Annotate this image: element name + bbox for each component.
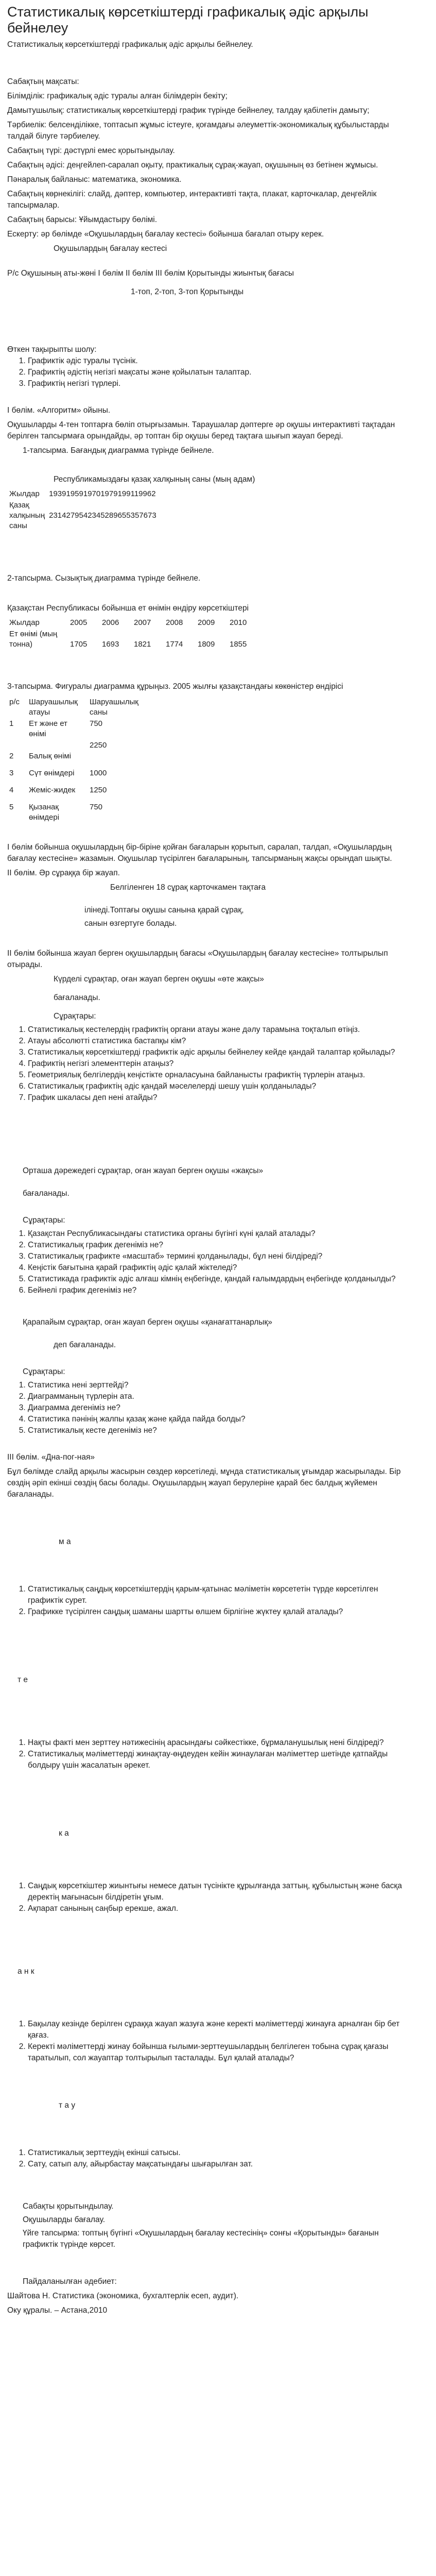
eval-table-header: Р/с Оқушының аты-жөні І бөлім ІІ бөлім ІІІ бөлім Қорытынды жиынтық бағасы <box>7 269 294 278</box>
part1-task: 1-тапсырма. Бағандық диаграмма түрінде бейнеле. <box>23 446 214 455</box>
table-cell: Қызанақ өнімдері <box>29 803 60 822</box>
lesson-reminder: Ескерту: әр бөлімде «Оқушылардың бағалау кестесі» бойынша бағалап отыру керек. <box>7 230 324 239</box>
list-item: 2. Сату, сатып алу, айырбастау мақсатындағы шығарылған зат. <box>28 2159 414 2170</box>
table-cell: 2008 <box>166 618 183 627</box>
puzzle-letters-4: а н к <box>18 1967 34 1976</box>
part1-text: Оқушыларды 4-тен топтарға бөліп отырғызамын. Тараушалар дәптерге әр оқушы интерактивті тақтадан берілген тапсырмаға орындайды, әр топтан бір оқушы беред тақтаға шығып жауап береді. <box>7 420 395 440</box>
table-cell: Балық өнімі <box>29 752 72 760</box>
list-item: 5. Геометриялық белгілердің кеңістікте орналасуына байланысты графиктің түрлерін атаңыз. <box>28 1070 414 1081</box>
table-label: Жылдар <box>9 618 40 627</box>
table-row <box>7 718 148 740</box>
table-row <box>7 740 148 762</box>
grading-label: Оқушыларды бағалау. <box>23 2215 105 2224</box>
review-heading: Өткен тақырыпты шолу: <box>7 345 97 354</box>
puzzle-list-2 <box>7 1737 414 1771</box>
list-item: 1. Бақылау кезінде берілген сұраққа жауап жазуға және керекті мәліметтерді жинауға арналған бір бет қағаз. <box>28 2019 414 2041</box>
list-item: 3. Статистикалық көрсеткіштерді графиктік әдіс арқылы бейнелеу кейде қандай талаптар қойылады? <box>28 1047 414 1058</box>
list-item: 4. Графиктің негізгі элементтерін атаңыз? <box>28 1058 414 1070</box>
list-item: 3. Статистикалық графикте «масштаб» термині қолданылады, бұл нені білдіреді? <box>28 1251 414 1262</box>
sources-label: Пайдаланылған әдебиет: <box>23 2277 117 2286</box>
list-item: 1. Статистикалық саңдық көрсеткіштердің қарым-қатынас мәліметін көрсететін түрде көрсетілген графиктік сурет. <box>28 1584 414 1606</box>
table-cell: 5 <box>9 803 14 811</box>
homework-text: Үйге тапсырма: топтың бүгінгі «Оқушылардың бағалау кестесінің» сонғы «Қорытынды» бағанын графиктік түрінде көрсет. <box>23 2229 379 2249</box>
part1-after: І бөлім бойынша оқушылардың бір-біріне қойған бағаларын қорытып, саралап, талдап, «Оқушылардың бағалау кестесіне» жазамын. Оқушылар түсірілген бағаларының, тапсырманың жақсы орындап шықты. <box>7 843 392 863</box>
table-cell: 1939195919701979199119962 <box>49 489 156 498</box>
table-cell: 1 <box>9 719 14 728</box>
table-row <box>7 796 148 823</box>
list-item: 2. Ақпарат санының саңбыр ерекше, ажал. <box>28 1903 414 1914</box>
table-cell: 750 <box>90 719 103 728</box>
list-item: 5. Статистикада графиктік әдіс алғаш кімнің еңбегінде, қандай ғалымдардың еңбегінде қолданылды? <box>28 1274 414 1285</box>
lesson-goal-label: Сабақтың мақсаты: <box>7 77 79 86</box>
lesson-goal-upb: Тәрбиелік: белсенділікке, топтасып жұмыс істеуге, қоғамдағы әлеуметтік-экономикалық құбылыстарды талдай білуге тәрбиелеу. <box>7 121 389 141</box>
table-cell: 1000 <box>90 769 107 777</box>
table-row <box>7 762 148 779</box>
list-item: 2. Графиктің әдістің негізгі мақсаты және қойылатын талаптар. <box>28 367 414 378</box>
list-item: 2. Атауы абсолютті статистика бастапқы кім? <box>28 1036 414 1047</box>
level2-heading: Орташа дәрежедегі сұрақтар, оған жауап берген оқушы «жақсы» <box>23 1166 264 1175</box>
table-cell: 4 <box>9 786 14 794</box>
list-item: 4. Статистика пәнінің жалпы қазақ және қайда пайда болды? <box>28 1414 414 1425</box>
puzzle-list-3 <box>7 1880 414 1914</box>
part3-label: ІІІ бөлім. «Дна-пог-ная» <box>7 1453 95 1462</box>
puzzle-letters-3: к а <box>59 1829 69 1838</box>
part2-label: ІІ бөлім. Әр сұраққа бір жауап. <box>7 869 120 877</box>
table-cell: 1774 <box>166 640 183 649</box>
list-item: 1. Статистика нені зерттейді? <box>28 1380 414 1391</box>
table-cell: 750 <box>90 803 103 811</box>
table-cell: 2 <box>9 752 14 760</box>
list-item: 1. Нақты факті мен зерттеу нәтижесінің арасындағы сәйкестікке, бұрмаланушылық нені білдіреді? <box>28 1737 414 1749</box>
part2-note: Белгіленген 18 сұрақ карточкамен тақтаға <box>110 883 266 892</box>
part1-label: І бөлім. «Алгоритм» ойыны. <box>7 406 111 415</box>
meat-table <box>7 617 259 650</box>
list-item: 6. Статистикалық графиктің әдіс қандай мәселелерді шешу үшін қолданылады? <box>28 1081 414 1092</box>
table-cell: 2250 <box>90 741 107 750</box>
table-cell: 1855 <box>230 640 247 649</box>
population-table <box>7 488 159 532</box>
part2-intro: ІІ бөлім бойынша жауап берген оқушылардың бағасы «Оқушылардың бағалау кестесіне» толтырылып отырады. <box>7 949 388 969</box>
puzzle-letters-2: т е <box>18 1675 28 1684</box>
table-cell: 1693 <box>102 640 119 649</box>
lesson-method: Сабақтың әдісі: деңгейлеп-саралап оқыту, практикалық сұрақ-жауап, оқушының өз бетінен жұмысы. <box>7 161 378 170</box>
task3-label: 3-тапсырма. Фигуралы диаграмма құрыңыз. 2005 жылғы қазақстандағы көкөністер өндірісі <box>7 682 343 691</box>
population-table-caption: Республикамыздағы қазақ халқының саны (мың адам) <box>54 475 255 484</box>
level1-heading: Күрделі сұрақтар, оған жауап берген оқушы «өте жақсы» <box>54 975 264 984</box>
meat-table-caption: Қазақстан Республикасы бойынша ет өнімін өндіру көрсеткіштері <box>7 604 249 613</box>
list-item: 4. Кеңістік бағытына қарай графиктің әдіс қалай жіктеледі? <box>28 1262 414 1274</box>
table-cell: 2005 <box>70 618 88 627</box>
table-cell: Сүт өнімдері <box>29 769 75 777</box>
list-item: 2. Статистикалық мәліметтерді жинақтау-өңдеуден кейін жинаулаған мәліметтер шетінде қатпайды болдыру үшін жасалатын әрекет. <box>28 1749 414 1771</box>
level2-grade: бағаланады. <box>23 1189 69 1198</box>
table-cell: 1821 <box>134 640 151 649</box>
questions-level2 <box>7 1228 414 1296</box>
list-item: 2. Статистикалық график дегеніміз не? <box>28 1240 414 1251</box>
eval-table-note: 1-топ, 2-топ, 3-топ Қорытынды <box>131 287 244 296</box>
list-item: 2. Графикке түсірілген саңдық шаманы шартты өлшем бірлігіне жүктеу қалай аталады? <box>28 1606 414 1618</box>
table-label: Қазақ халқының саны <box>9 501 45 530</box>
part2-note3: санын өзгертуге болады. <box>84 919 177 928</box>
table-cell: 1705 <box>70 640 88 649</box>
table-cell: 2009 <box>198 618 215 627</box>
summary-label: Сабақты қорытындылау. <box>23 2202 114 2211</box>
table-header: Шаруашылық саны <box>90 698 138 717</box>
table-cell: 1809 <box>198 640 215 649</box>
questions-label: Сұрақтары: <box>23 1367 65 1376</box>
list-item: 2. Керекті мәліметтерді жинау бойынша ғылыми-зерттеушылардың белгілеген тобына сұрақ қағазы таратылып, сол жауаптар толтырылып тасталады. Бұл қалай аталады? <box>28 2041 414 2064</box>
table-header: р/с <box>9 698 20 706</box>
questions-level1 <box>7 1024 414 1104</box>
table-cell: 2314279542345289655357673 <box>49 511 156 520</box>
puzzle-letters-1: м а <box>59 1537 71 1546</box>
list-item: 7. График шкаласы деп нені атайды? <box>28 1092 414 1104</box>
list-item: 1. Қазақстан Республикасындағы статистика органы бүгінгі күні қалай аталады? <box>28 1228 414 1240</box>
level1-grade: бағаланады. <box>54 993 100 1002</box>
list-item: 3. Графиктің негізгі түрлері. <box>28 378 414 389</box>
table-cell: 2007 <box>134 618 151 627</box>
list-item: 5. Статистикалық кесте дегеніміз не? <box>28 1425 414 1436</box>
lesson-goal-dev: Дамытушылық: статистикалық көрсеткіштерді график түрінде бейнелеу, талдау қабілетін дамыту; <box>7 106 370 115</box>
source-1: Шайтова Н. Статистика (экономика, бухгалтерлік есеп, аудит). <box>7 2292 239 2300</box>
questions-label: Сұрақтары: <box>23 1216 65 1225</box>
questions-label: Сұрақтары: <box>54 1012 96 1021</box>
table-row <box>7 779 148 796</box>
table-cell: Ет және ет өнімі <box>29 719 67 738</box>
lesson-type: Сабақтың түрі: дәстүрлі емес қорытындылау. <box>7 146 175 155</box>
list-item: 1. Графиктік әдіс туралы түсінік. <box>28 355 414 367</box>
list-item: 1. Саңдық көрсеткіштер жиынтығы немесе датын түсінікте құрылғанда заттың, құбылыстың және басқа деректің мағынасын білдіретін ұғым. <box>28 1880 414 1903</box>
table-label: Жылдар <box>9 489 40 498</box>
level3-heading: Қарапайым сұрақтар, оған жауап берген оқушы «қанағаттанарлық» <box>23 1318 272 1327</box>
table-cell: 2010 <box>230 618 247 627</box>
lesson-links: Пәнаралық байланыс: математика, экономика. <box>7 175 182 184</box>
table-cell: 3 <box>9 769 14 777</box>
eval-table-title: Оқушылардың бағалау кестесі <box>54 244 167 253</box>
table-cell: Жеміс-жидек <box>29 786 76 794</box>
page-subtitle: Статистикалық көрсеткіштерді графикалық әдіс арқылы бейнелеу. <box>7 40 253 49</box>
list-item: 1. Статистикалық кестелердің графиктің органи атауы және дәлу тарамына тоқталып өтіңіз. <box>28 1024 414 1036</box>
questions-level3 <box>7 1380 414 1436</box>
table-label: Ет өнімі (мың тонна) <box>9 630 58 649</box>
table-cell: 1250 <box>90 786 107 794</box>
list-item: 2. Диаграмманың түрлерін ата. <box>28 1391 414 1402</box>
lesson-goal-edu: Білімділік: графикалық әдіс туралы алған білімдерін бекіту; <box>7 92 228 100</box>
puzzle-list-1 <box>7 1584 414 1618</box>
task2-label: 2-тапсырма. Сызықтық диаграмма түрінде бейнеле. <box>7 574 201 583</box>
farms-table <box>7 697 148 823</box>
list-item: 6. Бейнелі график дегеніміз не? <box>28 1285 414 1296</box>
part3-text: Бұл бөлімде слайд арқылы жасырын сөздер көрсетіледі, мұнда статистикалық ұғымдар жасырылады. Бір сөздің әріп екінші сөздің басы болады. Оқушылардың жауап берулеріне қарай бес балдық жүйемен бағаланады. <box>7 1467 401 1499</box>
source-2: Оку құралы. – Астана,2010 <box>7 2306 108 2315</box>
puzzle-letters-5: т а у <box>59 2101 76 2110</box>
table-header: Шаруашылық атауы <box>29 698 78 717</box>
part2-note2: ілінеді.Топтағы оқушы санына қарай сұрақ, <box>84 906 244 914</box>
table-cell: 2006 <box>102 618 119 627</box>
review-list <box>7 355 414 389</box>
level3-grade: деп бағаланады. <box>54 1341 116 1349</box>
list-item: 1. Статистикалық зерттеудің екінші сатысы. <box>28 2147 414 2159</box>
lesson-course: Сабақтың барысы: Ұйымдастыру бөлімі. <box>7 215 158 224</box>
lesson-visual: Сабақтың көрнекілігі: слайд, дәптер, компьютер, интерактивті тақта, плакат, карточкалар, деңгейлік тапсырмалар. <box>7 190 377 210</box>
page-title: Статистикалық көрсеткіштерді графикалық әдіс арқылы бейнелеу <box>7 4 369 36</box>
puzzle-list-5 <box>7 2147 414 2170</box>
puzzle-list-4 <box>7 2019 414 2064</box>
list-item: 3. Диаграмма дегеніміз не? <box>28 1402 414 1414</box>
